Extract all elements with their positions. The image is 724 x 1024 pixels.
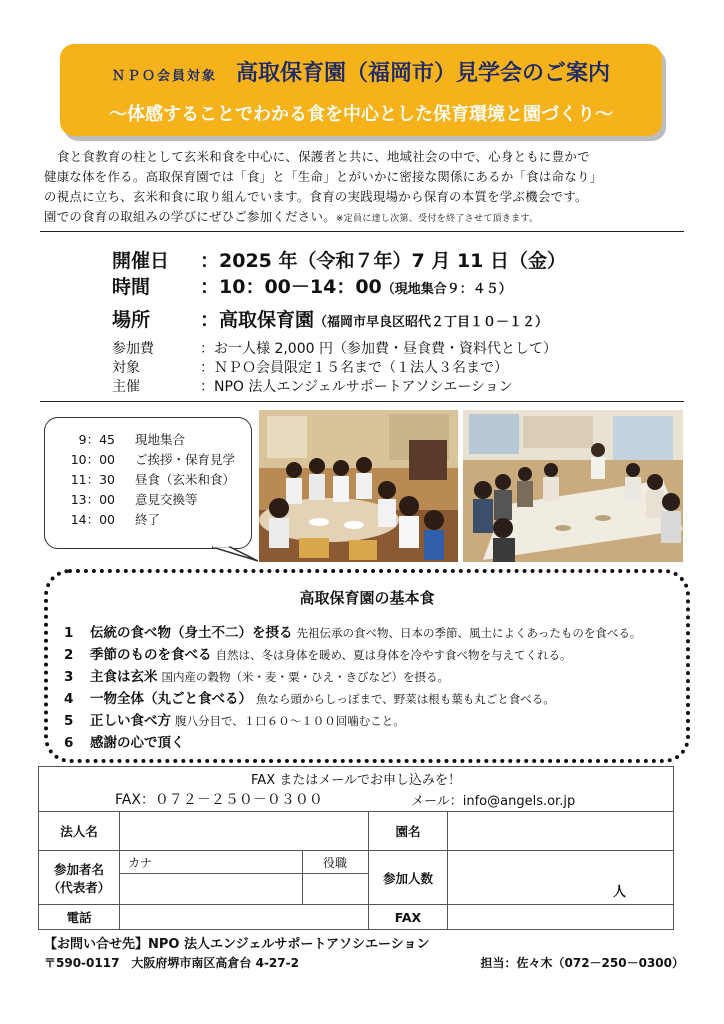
fee-value: ：お一人様 2,000 円（参加費・昼食費・資料代として） — [200, 341, 557, 357]
time-range: ：10：00－14：00 — [200, 276, 382, 298]
count-unit: 人 — [613, 885, 627, 900]
basic-diet-box — [44, 569, 690, 763]
phone-label: 電話 — [38, 904, 120, 930]
time-value — [200, 272, 512, 299]
photo-exchange-meeting — [463, 410, 683, 562]
participant-name-field[interactable] — [119, 873, 303, 905]
diet-item — [64, 709, 405, 729]
diet-item — [64, 621, 641, 641]
participant-label: 参加者名 — [53, 861, 104, 877]
diet-number: 3 — [64, 669, 74, 685]
garden-name-field[interactable] — [447, 811, 674, 851]
diet-description: 自然は、冬は身体を暖め、夏は身体を冷やす食べ物を与えてくれる。 — [215, 648, 572, 662]
date-label: 開催日 — [112, 250, 170, 272]
diet-item — [64, 687, 555, 707]
photo-children-lunch — [259, 410, 458, 562]
schedule-time: 11：30 — [70, 472, 115, 487]
intro-line — [44, 207, 684, 229]
header-banner — [60, 44, 662, 136]
diet-item — [64, 643, 572, 663]
time-label: 時間 — [112, 276, 151, 298]
diet-item — [64, 665, 449, 685]
diet-heading: 一物全体（丸ごと食べる） — [90, 691, 252, 707]
schedule-bubble — [44, 417, 252, 549]
diet-heading: 正しい食べ方 — [90, 713, 171, 729]
bubble-tail — [212, 535, 262, 565]
page-subtitle: ～体感することでわかる食を中心とした保育環境と園づくり～ — [109, 104, 613, 125]
target-value: ：ＮＰＯ会員限定１５名まで（１法人３名まで） — [200, 360, 508, 376]
place-name: ：高取保育園 — [200, 309, 315, 331]
form-headline: FAX またはメールでお申し込みを！ — [251, 773, 461, 788]
schedule-item: 現地集合 — [135, 432, 186, 447]
schedule-item: 終了 — [135, 512, 161, 527]
contact-person: 担当：佐々木（072－250－0300） — [480, 956, 684, 970]
fax-number: FAX：０７２－２５０－０３００ — [115, 792, 323, 808]
fax-label: FAX — [368, 904, 448, 930]
page-title: 高取保育園（福岡市）見学会のご案内 — [236, 61, 611, 86]
target-label: 対象 — [112, 360, 140, 376]
participant-label-cell — [38, 850, 120, 905]
diet-heading: 主食は玄米 — [90, 669, 158, 685]
diet-number: 6 — [64, 735, 74, 751]
kana-field[interactable] — [119, 850, 303, 874]
time-note: （現地集合９：４５） — [381, 282, 512, 297]
divider — [40, 231, 684, 232]
intro-line: 食と食教育の柱として玄米和食を中心に、保護者と共に、地域社会の中で、心身ともに豊かで — [57, 149, 590, 164]
contact-org: 【お問い合せ先】NPO 法人エンジェルサポートアソシエーション — [44, 937, 430, 952]
diet-heading: 感謝の心で頂く — [90, 735, 185, 751]
mail-address: メール：info@angels.or.jp — [411, 794, 576, 809]
schedule-time: 14：00 — [70, 512, 115, 527]
date-value: ：2025 年（令和７年）7 月 11 日（金） — [200, 250, 567, 272]
diet-description: 国内産の穀物（米・麦・粟・ひえ・きびなど）を摂る。 — [161, 670, 449, 684]
role-label-cell — [302, 850, 369, 874]
capacity-note: ※定員に達し次第、受付を終了させて頂きます。 — [335, 214, 539, 224]
basic-diet-title: 高取保育園の基本食 — [299, 589, 435, 607]
divider — [40, 401, 684, 402]
form-header — [38, 766, 674, 812]
diet-number: 5 — [64, 713, 74, 729]
intro-line: 健康な体を作る。高取保育園では「食」と「生命」とがいかに密接な関係にあるか「食は命なり」 — [44, 169, 603, 184]
count-field[interactable] — [447, 850, 674, 905]
schedule-item: 意見交換等 — [135, 492, 198, 507]
diet-description: 腹八分目で、１口６０～１００回噛むこと。 — [175, 714, 405, 728]
intro-line: の視点に立ち、玄米和食に取り組んでいます。食育の実践現場から保育の本質を学ぶ機会です。 — [44, 189, 588, 204]
diet-number: 1 — [64, 625, 74, 641]
schedule-time: 13：00 — [70, 492, 115, 507]
fee-label: 参加費 — [112, 341, 154, 357]
host-value: ：NPO 法人エンジェルサポートアソシエーション — [200, 379, 513, 395]
schedule-time: 9：45 — [78, 432, 115, 447]
kana-label: カナ — [128, 856, 153, 870]
banner-title-line — [60, 56, 662, 87]
garden-name-label: 園名 — [368, 811, 448, 851]
diet-heading: 季節のものを食べる — [90, 647, 212, 663]
schedule-time: 10：00 — [70, 452, 115, 467]
host-label: 主催 — [112, 379, 140, 395]
diet-number: 4 — [64, 691, 74, 707]
role-label: 役職 — [323, 856, 348, 870]
phone-field[interactable] — [119, 904, 369, 930]
diet-item — [64, 731, 185, 751]
fax-field[interactable] — [447, 904, 674, 930]
diet-number: 2 — [64, 647, 74, 663]
diet-heading: 伝統の食べ物（身土不二）を摂る — [90, 625, 293, 641]
schedule-item: 昼食（玄米和食） — [135, 472, 236, 487]
diet-description: 先祖伝承の食べ物、日本の季節、風土によくあったものを食べる。 — [296, 626, 642, 640]
corp-name-field[interactable] — [119, 811, 369, 851]
place-address: （福岡市早良区昭代２丁目１０－１２） — [314, 315, 549, 330]
intro-text — [44, 147, 684, 229]
place-label: 場所 — [112, 309, 151, 331]
npo-tag: ＮＰＯ会員対象 — [111, 69, 217, 84]
place-value — [200, 305, 548, 332]
schedule-item: ご挨拶・保育見学 — [135, 452, 236, 467]
representative-label: （代表者） — [47, 879, 111, 895]
contact-address: 〒590-0117 大阪府堺市南区高倉台 4-27-2 — [44, 956, 299, 970]
intro-line-text: 園での食育の取組みの学びにぜひご参加ください。 — [44, 209, 336, 224]
count-label: 参加人数 — [368, 850, 448, 905]
role-field[interactable] — [302, 873, 369, 905]
diet-description: 魚なら頭からしっぽまで、野菜は根も葉も丸ごと食べる。 — [256, 692, 555, 706]
corp-name-label: 法人名 — [38, 811, 120, 851]
